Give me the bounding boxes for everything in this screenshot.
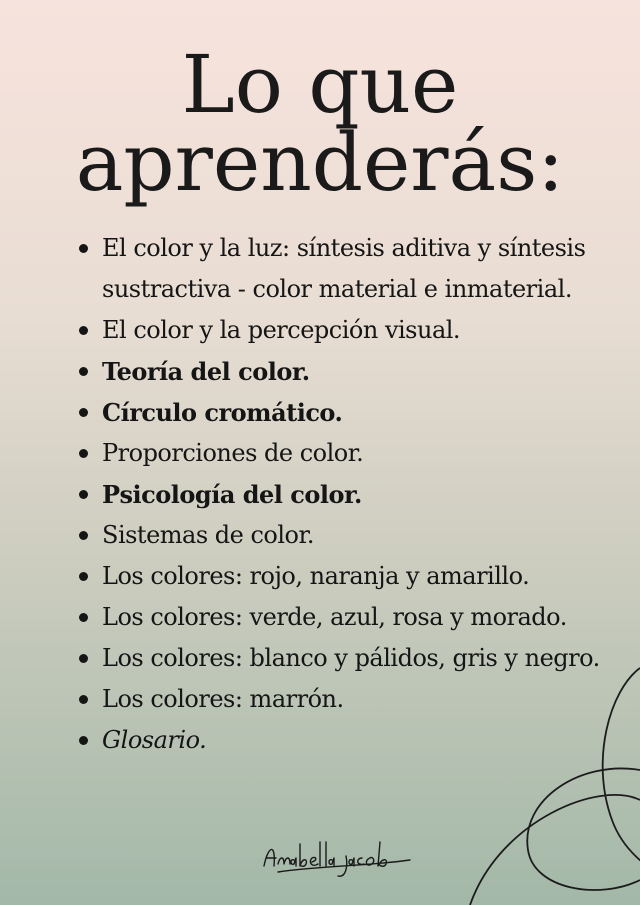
list-item: Teoría del color. bbox=[72, 351, 632, 392]
page-title-line-2: aprenderás: bbox=[75, 116, 565, 209]
signature-image bbox=[258, 836, 418, 880]
list-item: Sistemas de color. bbox=[72, 515, 632, 556]
list-item: Los colores: verde, azul, rosa y morado. bbox=[72, 597, 632, 638]
page-title-line-1: Lo que bbox=[181, 38, 459, 131]
list-item: Círculo cromático. bbox=[72, 392, 632, 433]
list-item: Psicología del color. bbox=[72, 474, 632, 515]
list-item: Los colores: marrón. bbox=[72, 679, 632, 720]
list-item: El color y la percepción visual. bbox=[72, 310, 632, 351]
topics-list bbox=[72, 228, 632, 761]
list-item: Los colores: rojo, naranja y amarillo. bbox=[72, 556, 632, 597]
list-item: Los colores: blanco y pálidos, gris y negro. bbox=[72, 638, 632, 679]
list-item: Proporciones de color. bbox=[72, 433, 632, 474]
list-item: El color y la luz: síntesis aditiva y síntesis sustractiva - color material e inmaterial. bbox=[72, 228, 632, 310]
list-item: Glosario. bbox=[72, 720, 632, 761]
